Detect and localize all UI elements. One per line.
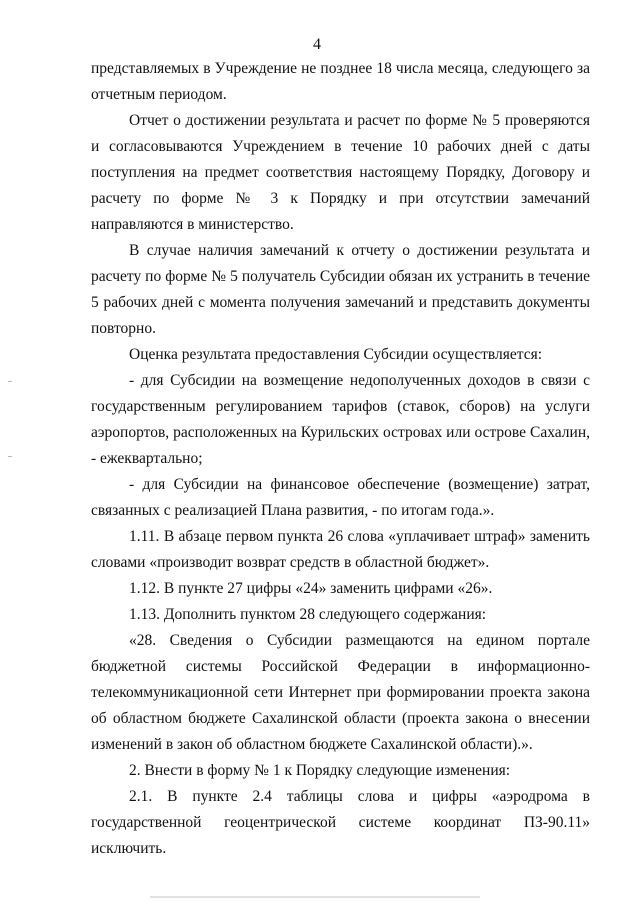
paragraph-remarks: В случае наличия замечаний к отчету о достижении результата и расчету по форме № 5 получатель Субсидии обязан их устранить в течение 5 рабочих дней с момента получения замечаний и представить документы повторно. bbox=[91, 242, 590, 337]
paragraph-list-item-yearly: - для Субсидии на финансовое обеспечение (возмещение) затрат, связанных с реализацией Плана развития, - по итогам года.». bbox=[91, 476, 590, 519]
scan-mark bbox=[8, 381, 12, 382]
paragraph-report-verification: Отчет о достижении результата и расчет по форме № 5 проверяются и согласовываются Учреждением в течение 10 рабочих дней с даты поступления на предмет соответствия настоящему Порядку, Договору и расчету по форме № 3 к Порядку и при отсутствии замечаний направляются в министерство. bbox=[91, 112, 590, 233]
page-number: 4 bbox=[313, 36, 321, 53]
paragraph-item-1-12: 1.12. В пункте 27 цифры «24» заменить цифрами «26». bbox=[129, 580, 493, 597]
paragraph-item-2: 2. Внести в форму № 1 к Порядку следующие изменения: bbox=[129, 762, 511, 779]
paragraph-item-2-1: 2.1. В пункте 2.4 таблицы слова и цифры «аэродрома в государственной геоцентрической системе координат ПЗ-90.11» исключить. bbox=[91, 788, 590, 857]
paragraph-assessment-intro: Оценка результата предоставления Субсидии осуществляется: bbox=[129, 346, 543, 363]
scan-mark bbox=[8, 456, 12, 457]
document-body bbox=[91, 56, 590, 862]
paragraph-item-1-11: 1.11. В абзаце первом пункта 26 слова «уплачивает штраф» заменить словами «производит возврат средств в областной бюджет». bbox=[91, 528, 590, 571]
scan-edge-line bbox=[150, 896, 480, 898]
paragraph-continuation: представляемых в Учреждение не позднее 18 числа месяца, следующего за отчетным периодом. bbox=[91, 60, 590, 103]
paragraph-list-item-quarterly: - для Субсидии на возмещение недополученных доходов в связи с государственным регулированием тарифов (ставок, сборов) на услуги аэропортов, расположенных на Курильских островах или острове Сахалин, - ежеквартально; bbox=[91, 372, 590, 467]
paragraph-item-28: «28. Сведения о Субсидии размещаются на едином портале бюджетной системы Российской Федерации в информационно-телекоммуникационной сети Интернет при формировании проекта закона об областном бюджете Сахалинской области (проекта закона о внесении изменений в закон об областном бюджете Сахалинской области).». bbox=[91, 632, 590, 753]
paragraph-item-1-13: 1.13. Дополнить пунктом 28 следующего содержания: bbox=[129, 606, 487, 623]
